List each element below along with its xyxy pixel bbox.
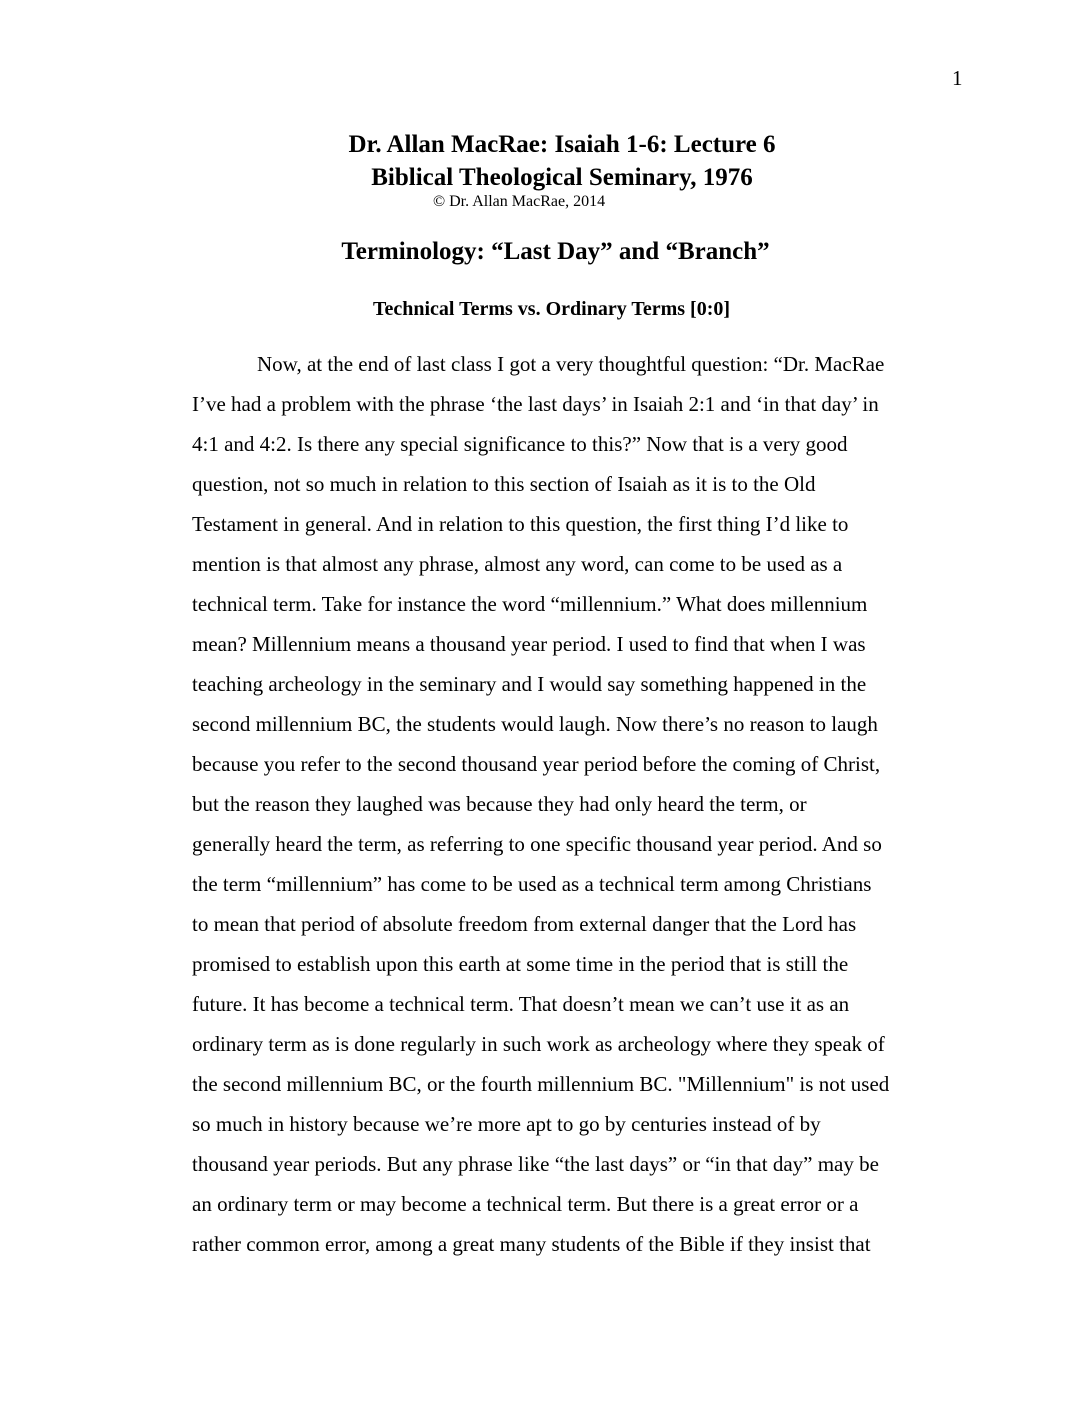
body-line: because you refer to the second thousand year period before the coming of Christ,: [192, 752, 881, 776]
body-line: to mean that period of absolute freedom from external danger that the Lord has: [192, 912, 857, 936]
body-line: teaching archeology in the seminary and I would say something happened in the: [192, 672, 867, 696]
body-line: second millennium BC, the students would laugh. Now there’s no reason to laugh: [192, 712, 878, 736]
lecture-title: Dr. Allan MacRae: Isaiah 1-6: Lecture 6: [348, 131, 776, 158]
body-line: I’ve had a problem with the phrase ‘the last days’ in Isaiah 2:1 and ‘in that day’ in: [192, 392, 879, 416]
body-line: generally heard the term, as referring to one specific thousand year period. And so: [192, 832, 882, 856]
body-line: mention is that almost any phrase, almost any word, can come to be used as a: [192, 552, 843, 576]
copyright-notice: © Dr. Allan MacRae, 2014: [432, 193, 606, 210]
body-line: future. It has become a technical term. That doesn’t mean we can’t use it as an: [192, 992, 850, 1016]
body-line: Now, at the end of last class I got a very thoughtful question: “Dr. MacRae: [257, 352, 885, 376]
body-line: technical term. Take for instance the word “millennium.” What does millennium: [192, 592, 868, 616]
body-line: Testament in general. And in relation to this question, the first thing I’d like to: [192, 512, 849, 536]
body-line: mean? Millennium means a thousand year period. I used to find that when I was: [192, 632, 866, 656]
body-text: [192, 344, 972, 1264]
body-line: an ordinary term or may become a technical term. But there is a great error or a: [192, 1192, 859, 1216]
body-line: promised to establish upon this earth at some time in the period that is still the: [192, 952, 849, 976]
body-line: 4:1 and 4:2. Is there any special significance to this?” Now that is a very good: [192, 432, 848, 456]
body-line: question, not so much in relation to this section of Isaiah as it is to the Old: [192, 472, 816, 496]
sub-heading: Technical Terms vs. Ordinary Terms [0:0]: [372, 298, 731, 320]
body-line: the term “millennium” has come to be used as a technical term among Christians: [192, 872, 872, 896]
seminary-title: Biblical Theological Seminary, 1976: [371, 164, 753, 191]
body-line: so much in history because we’re more apt to go by centuries instead of by: [192, 1112, 821, 1136]
body-line: the second millennium BC, or the fourth millennium BC. "Millennium" is not used: [192, 1072, 890, 1096]
body-line: ordinary term as is done regularly in such work as archeology where they speak of: [192, 1032, 885, 1056]
page-number: 1: [952, 66, 963, 90]
body-line: rather common error, among a great many students of the Bible if they insist that: [192, 1232, 871, 1256]
section-heading: Terminology: “Last Day” and “Branch”: [341, 238, 770, 265]
body-line: but the reason they laughed was because they had only heard the term, or: [192, 792, 807, 816]
body-line: thousand year periods. But any phrase like “the last days” or “in that day” may be: [192, 1152, 879, 1176]
